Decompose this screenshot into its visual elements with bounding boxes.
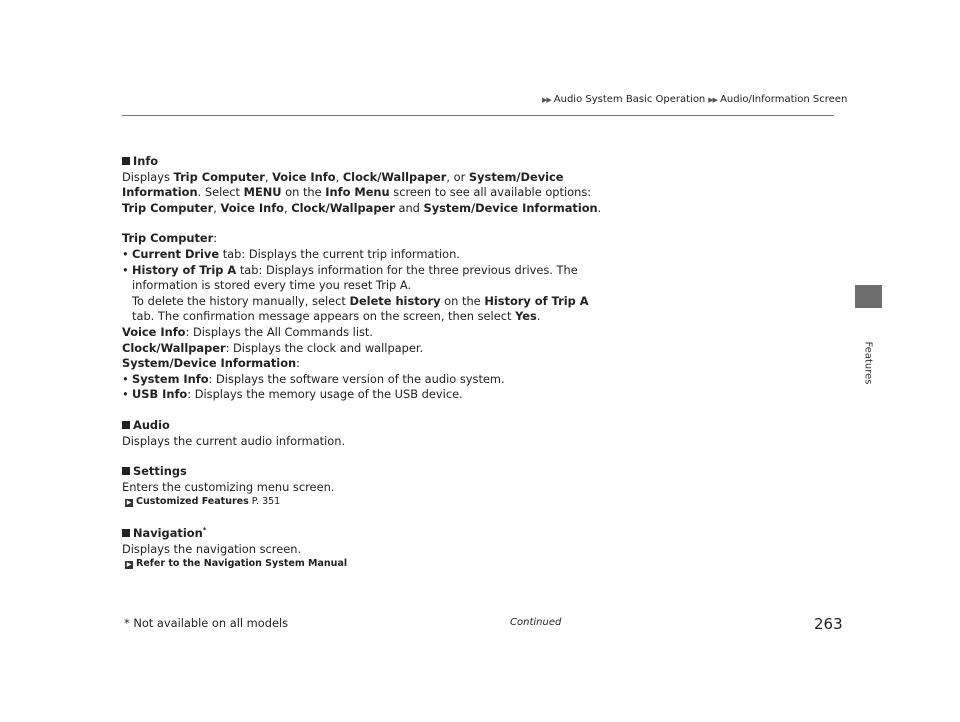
info-heading: Info [122,154,822,170]
history-line-3: To delete the history manually, select Delete history on the History of Trip A [132,293,589,308]
square-bullet-icon [122,421,130,429]
history-line-4: tab. The confirmation message appears on the screen, then select Yes. [132,309,541,324]
double-triangle-icon: ▶▶ [708,95,718,104]
trip-computer-heading: Trip Computer: [122,231,218,246]
double-triangle-icon: ▶▶ [542,95,551,104]
audio-text: Displays the current audio information. [122,433,346,448]
clock-wallpaper-line: Clock/Wallpaper: Displays the clock and wallpaper. [122,340,424,355]
info-line-1: Displays Trip Computer, Voice Info, Clock/Wallpaper, or System/Device [122,169,564,184]
footnote: * Not available on all models [124,616,289,630]
header-rule [122,115,834,116]
square-bullet-icon [122,157,130,165]
section-tab-marker [855,285,882,308]
settings-heading: Settings [122,464,822,480]
bullet-system-info: • System Info: Displays the software version of the audio system. [122,371,505,386]
customized-features-link[interactable]: ▶ Customized Features P. 351 [126,496,281,508]
bullet-usb-info: • USB Info: Displays the memory usage of the USB device. [122,387,463,402]
reference-arrow-icon: ▶ [126,499,132,507]
info-line-3: Trip Computer, Voice Info, Clock/Wallpaper and System/Device Information. [122,200,602,215]
page-content [122,154,822,570]
page-number: 263 [814,615,843,633]
audio-heading: Audio [122,418,822,434]
navigation-heading: Navigation* [122,523,822,541]
square-bullet-icon [122,529,130,537]
square-bullet-icon [122,467,130,475]
system-device-heading: System/Device Information: [122,356,300,371]
info-line-2: Information. Select MENU on the Info Menu screen to see all available options: [122,185,592,200]
navigation-text: Displays the navigation screen. [122,541,302,556]
reference-arrow-icon: ▶ [126,561,132,569]
section-label: Features [862,341,874,385]
bullet-current-drive: • Current Drive tab: Displays the current trip information. [122,246,460,261]
history-line-2: information is stored every time you reset Trip A. [132,278,412,293]
continued-label: Continued [510,617,562,628]
breadcrumb-page: Audio/Information Screen [720,94,848,105]
voice-info-line: Voice Info: Displays the All Commands list. [122,324,374,339]
bullet-history-trip-a: • History of Trip A tab: Displays information for the three previous drives. The [122,262,578,277]
breadcrumb-section: Audio System Basic Operation [553,94,706,105]
settings-text: Enters the customizing menu screen. [122,479,335,494]
breadcrumb [542,94,847,105]
navigation-manual-link[interactable]: ▶ Refer to the Navigation System Manual [126,558,348,570]
